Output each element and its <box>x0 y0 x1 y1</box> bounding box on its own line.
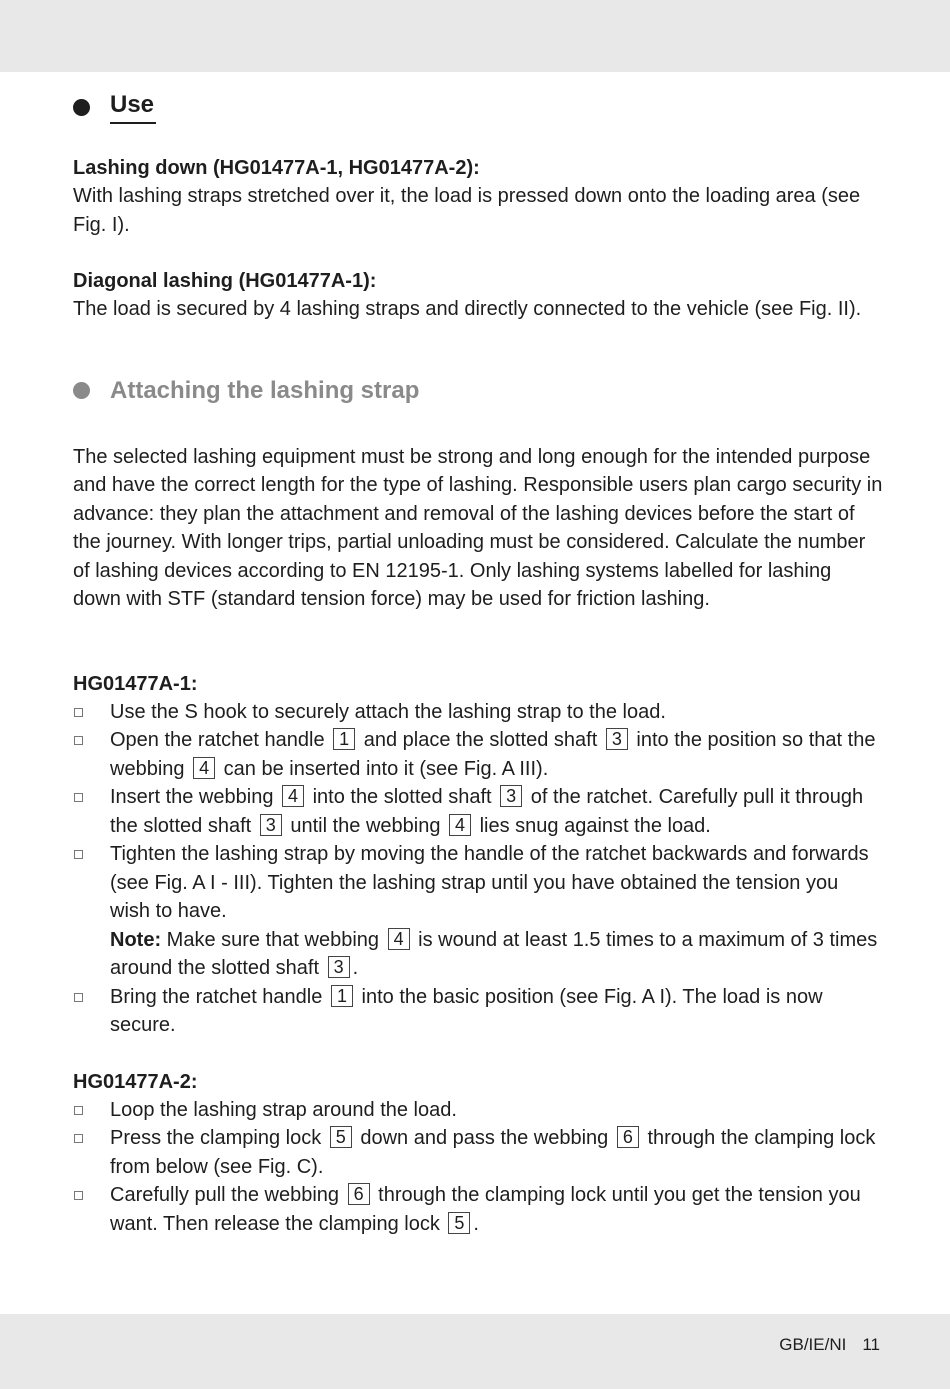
part-number-badge: 4 <box>388 928 410 950</box>
section-title: Use <box>110 90 156 124</box>
list-item: Open the ratchet handle 1 and place the slotted shaft 3 into the position so that the webbing 4 can be inserted into it (see Fig. A III). <box>73 726 883 783</box>
page-footer <box>779 1335 880 1355</box>
checkbox-bullet-icon <box>74 1191 83 1200</box>
steps-list-a1 <box>73 698 883 1040</box>
list-item: Tighten the lashing strap by moving the handle of the ratchet backwards and forwards (see Fig. A I - III). Tighten the lashing strap until you have obtained the tension you wish to have. Note: Make sure that webbing 4 is wound at least 1.5 times to a maximum of 3 times around the slotted shaft 3 . <box>73 840 883 983</box>
list-item: Insert the webbing 4 into the slotted shaft 3 of the ratchet. Carefully pull it through the slotted shaft 3 until the webbing 4 lies snug against the load. <box>73 783 883 840</box>
header-band <box>0 0 950 72</box>
checkbox-bullet-icon <box>74 1134 83 1143</box>
part-number-badge: 3 <box>500 785 522 807</box>
part-number-badge: 3 <box>328 956 350 978</box>
checkbox-bullet-icon <box>74 993 83 1002</box>
list-item: Press the clamping lock 5 down and pass the webbing 6 through the clamping lock from below (see Fig. C). <box>73 1124 883 1181</box>
section-title: Attaching the lashing strap <box>110 376 420 404</box>
part-number-badge: 6 <box>348 1183 370 1205</box>
region-label: GB/IE/NI <box>779 1335 847 1354</box>
subheading-lashing-down: Lashing down (HG01477A-1, HG01477A-2): <box>73 157 480 179</box>
checkbox-bullet-icon <box>74 708 83 717</box>
list-item: Loop the lashing strap around the load. <box>73 1096 883 1125</box>
note-label: Note: <box>110 928 162 951</box>
subheading-hg01477a-2: HG01477A-2: <box>73 1070 198 1093</box>
checkbox-bullet-icon <box>74 736 83 745</box>
list-item: Carefully pull the webbing 6 through the clamping lock until you get the tension you want. Then release the clamping lock 5 . <box>73 1181 883 1238</box>
list-item: Use the S hook to securely attach the lashing strap to the load. <box>73 698 883 727</box>
part-number-badge: 4 <box>449 814 471 836</box>
checkbox-bullet-icon <box>74 793 83 802</box>
bullet-dot-icon <box>73 99 90 116</box>
checkbox-bullet-icon <box>74 850 83 859</box>
checkbox-bullet-icon <box>74 1106 83 1115</box>
page-content <box>73 88 883 1238</box>
part-number-badge: 5 <box>448 1212 470 1234</box>
section-heading-use <box>73 88 883 126</box>
steps-list-a2 <box>73 1096 883 1239</box>
list-item: Bring the ratchet handle 1 into the basic position (see Fig. A I). The load is now secure. <box>73 983 883 1040</box>
part-number-badge: 1 <box>331 985 353 1007</box>
paragraph-diagonal-lashing: The load is secured by 4 lashing straps and directly connected to the vehicle (see Fig. II). <box>73 298 862 320</box>
paragraph-lashing-down: With lashing straps stretched over it, the load is pressed down onto the loading area (see Fig. I). <box>73 185 861 236</box>
subheading-hg01477a-1: HG01477A-1: <box>73 672 198 695</box>
part-number-badge: 6 <box>617 1126 639 1148</box>
part-number-badge: 3 <box>260 814 282 836</box>
part-number-badge: 4 <box>193 757 215 779</box>
page-number: 11 <box>862 1335 880 1354</box>
bullet-dot-icon <box>73 382 90 399</box>
part-number-badge: 4 <box>282 785 304 807</box>
part-number-badge: 3 <box>606 728 628 750</box>
part-number-badge: 5 <box>330 1126 352 1148</box>
part-number-badge: 1 <box>333 728 355 750</box>
subheading-diagonal-lashing: Diagonal lashing (HG01477A-1): <box>73 270 377 292</box>
paragraph-attaching-intro: The selected lashing equipment must be strong and long enough for the intended purpose and have the correct length for the type of lashing. Responsible users plan cargo security in advance: they plan the attachment and removal of the lashing devices before the start of the journey. With longer trips, partial unloading must be considered. Calculate the number of lashing devices according to EN 12195-1. Only lashing systems labelled for lashing down with STF (standard tension force) may be used for friction lashing. <box>73 445 883 610</box>
section-heading-attaching <box>73 372 883 410</box>
